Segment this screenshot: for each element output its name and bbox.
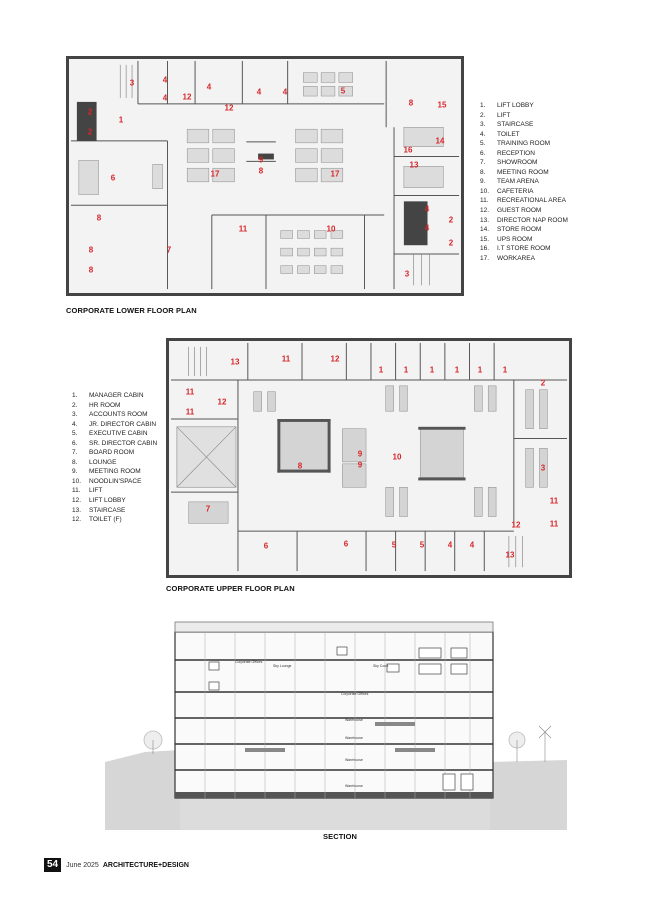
upper-room-number: 2 — [540, 378, 546, 388]
upper-room-number: 1 — [378, 365, 384, 375]
legend-item: 14. STORE ROOM — [480, 226, 542, 234]
section-space-label: Warehouse — [345, 784, 363, 788]
legend-item: 5. TRAINING ROOM — [480, 140, 551, 148]
section-caption: SECTION — [323, 832, 358, 841]
legend-item: 2. HR ROOM — [72, 401, 121, 409]
lower-room-number: 9 — [258, 155, 264, 165]
lower-room-number: 6 — [110, 173, 116, 183]
legend-item: 3. ACCOUNTS ROOM — [72, 411, 148, 419]
upper-room-number: 12 — [330, 354, 340, 364]
section-space-label: Sky Lounge — [273, 664, 292, 668]
lower-room-number: 2 — [87, 107, 93, 117]
upper-room-number: 11 — [281, 354, 291, 364]
upper-plan-drawing — [169, 341, 569, 575]
lower-room-number: 4 — [256, 87, 262, 97]
upper-room-number: 11 — [549, 519, 559, 529]
lower-plan-drawing — [69, 59, 461, 293]
legend-item: 4. JR. DIRECTOR CABIN — [72, 420, 157, 428]
upper-room-number: 5 — [419, 540, 425, 550]
issue-date: June 2025 — [66, 861, 99, 869]
upper-room-number: 1 — [502, 365, 508, 375]
section-space-label: Corporate Offices — [235, 660, 263, 664]
lower-room-number: 15 — [437, 100, 447, 110]
lower-room-number: 11 — [238, 224, 248, 234]
upper-room-number: 7 — [205, 504, 211, 514]
page-footer — [44, 858, 189, 872]
upper-room-number: 1 — [454, 365, 460, 375]
legend-item: 3. STAIRCASE — [480, 121, 534, 129]
legend-item: 11. RECREATIONAL AREA — [480, 197, 566, 205]
legend-item: 1. MANAGER CABIN — [72, 392, 144, 399]
lower-room-number: 8 — [88, 265, 94, 275]
building-section — [105, 612, 567, 830]
upper-room-number: 1 — [477, 365, 483, 375]
legend-item: 9. MEETING ROOM — [72, 468, 141, 476]
upper-room-number: 9 — [357, 449, 363, 459]
lower-room-number: 8 — [88, 245, 94, 255]
lower-room-number: 2 — [87, 127, 93, 137]
lower-plan-legend — [480, 101, 568, 263]
legend-item: 2. LIFT — [480, 111, 511, 119]
upper-room-number: 13 — [230, 357, 240, 367]
lower-room-number: 7 — [166, 245, 172, 255]
section-space-label: Warehouse — [345, 718, 363, 722]
upper-room-number: 8 — [297, 461, 303, 471]
upper-room-number: 5 — [391, 540, 397, 550]
lower-room-number: 3 — [404, 269, 410, 279]
section-space-label: Warehouse — [345, 736, 363, 740]
upper-room-number: 1 — [429, 365, 435, 375]
lower-room-number: 4 — [206, 82, 212, 92]
upper-room-number: 4 — [469, 540, 475, 550]
upper-room-number: 9 — [357, 460, 363, 470]
upper-room-number: 6 — [343, 539, 349, 549]
section-space-label: Corporate Offices — [341, 692, 369, 696]
legend-item: 4. TOILET — [480, 130, 520, 138]
lower-room-number: 8 — [258, 166, 264, 176]
legend-item: 7. BOARD ROOM — [72, 449, 135, 457]
lower-room-number: 4 — [424, 223, 430, 233]
section-drawing — [105, 612, 567, 830]
lower-room-number: 10 — [326, 224, 336, 234]
legend-item: 6. SR. DIRECTOR CABIN — [72, 439, 158, 447]
upper-room-number: 12 — [511, 520, 521, 530]
legend-item: 13. DIRECTOR NAP ROOM — [480, 216, 568, 224]
page-number: 54 — [44, 858, 61, 872]
upper-room-number: 3 — [540, 463, 546, 473]
upper-room-number: 12 — [217, 397, 227, 407]
lower-room-number: 1 — [118, 115, 124, 125]
legend-item: 1. LIFT LOBBY — [480, 102, 534, 109]
lower-room-number: 16 — [403, 145, 413, 155]
legend-item: 8. LOUNGE — [72, 458, 117, 466]
lower-room-number: 4 — [282, 87, 288, 97]
lower-room-number: 4 — [424, 204, 430, 214]
legend-item: 15. UPS ROOM — [480, 235, 533, 243]
upper-room-number: 4 — [447, 540, 453, 550]
upper-room-number: 11 — [549, 496, 559, 506]
legend-item: 12. GUEST ROOM — [480, 207, 542, 215]
upper-room-number: 6 — [263, 541, 269, 551]
lower-room-number: 8 — [96, 213, 102, 223]
lower-room-number: 12 — [182, 92, 192, 102]
lower-room-number: 4 — [162, 75, 168, 85]
lower-room-number: 2 — [448, 215, 454, 225]
lower-room-number: 3 — [129, 78, 135, 88]
upper-plan-legend — [72, 391, 157, 525]
legend-item: 10. NOODLIN'SPACE — [72, 477, 142, 485]
legend-item: 12. LIFT LOBBY — [72, 497, 126, 505]
legend-item: 9. TEAM ARENA — [480, 178, 539, 186]
legend-item: 8. MEETING ROOM — [480, 168, 549, 176]
lower-room-number: 4 — [162, 93, 168, 103]
legend-item: 12. TOILET (F) — [72, 516, 122, 524]
upper-floor-plan — [166, 338, 572, 578]
upper-plan-caption: CORPORATE UPPER FLOOR PLAN — [166, 584, 295, 593]
legend-item: 11. LIFT — [72, 487, 103, 495]
lower-room-number: 5 — [340, 86, 346, 96]
lower-room-number: 14 — [435, 136, 445, 146]
legend-item: 5. EXECUTIVE CABIN — [72, 430, 148, 438]
legend-item: 10. CAFETERIA — [480, 187, 534, 195]
upper-room-number: 1 — [403, 365, 409, 375]
lower-room-number: 8 — [408, 98, 414, 108]
lower-room-number: 12 — [224, 103, 234, 113]
section-space-label: Sky Court — [373, 664, 389, 668]
lower-plan-caption: CORPORATE LOWER FLOOR PLAN — [66, 306, 197, 315]
lower-room-number: 13 — [409, 160, 419, 170]
magazine-name: ARCHITECTURE+DESIGN — [102, 861, 189, 869]
upper-room-number: 13 — [505, 550, 515, 560]
legend-item: 17. WORKAREA — [480, 254, 535, 262]
lower-room-number: 17 — [210, 169, 220, 179]
legend-item: 7. SHOWROOM — [480, 159, 538, 167]
lower-floor-plan — [66, 56, 464, 296]
upper-room-number: 10 — [392, 452, 402, 462]
upper-room-number: 11 — [185, 387, 195, 397]
upper-room-number: 11 — [185, 407, 195, 417]
legend-item: 6. RECEPTION — [480, 149, 535, 157]
lower-room-number: 17 — [330, 169, 340, 179]
legend-item: 13. STAIRCASE — [72, 506, 126, 514]
section-space-label: Warehouse — [345, 758, 363, 762]
lower-room-number: 2 — [448, 238, 454, 248]
legend-item: 16. I.T STORE ROOM — [480, 245, 551, 253]
